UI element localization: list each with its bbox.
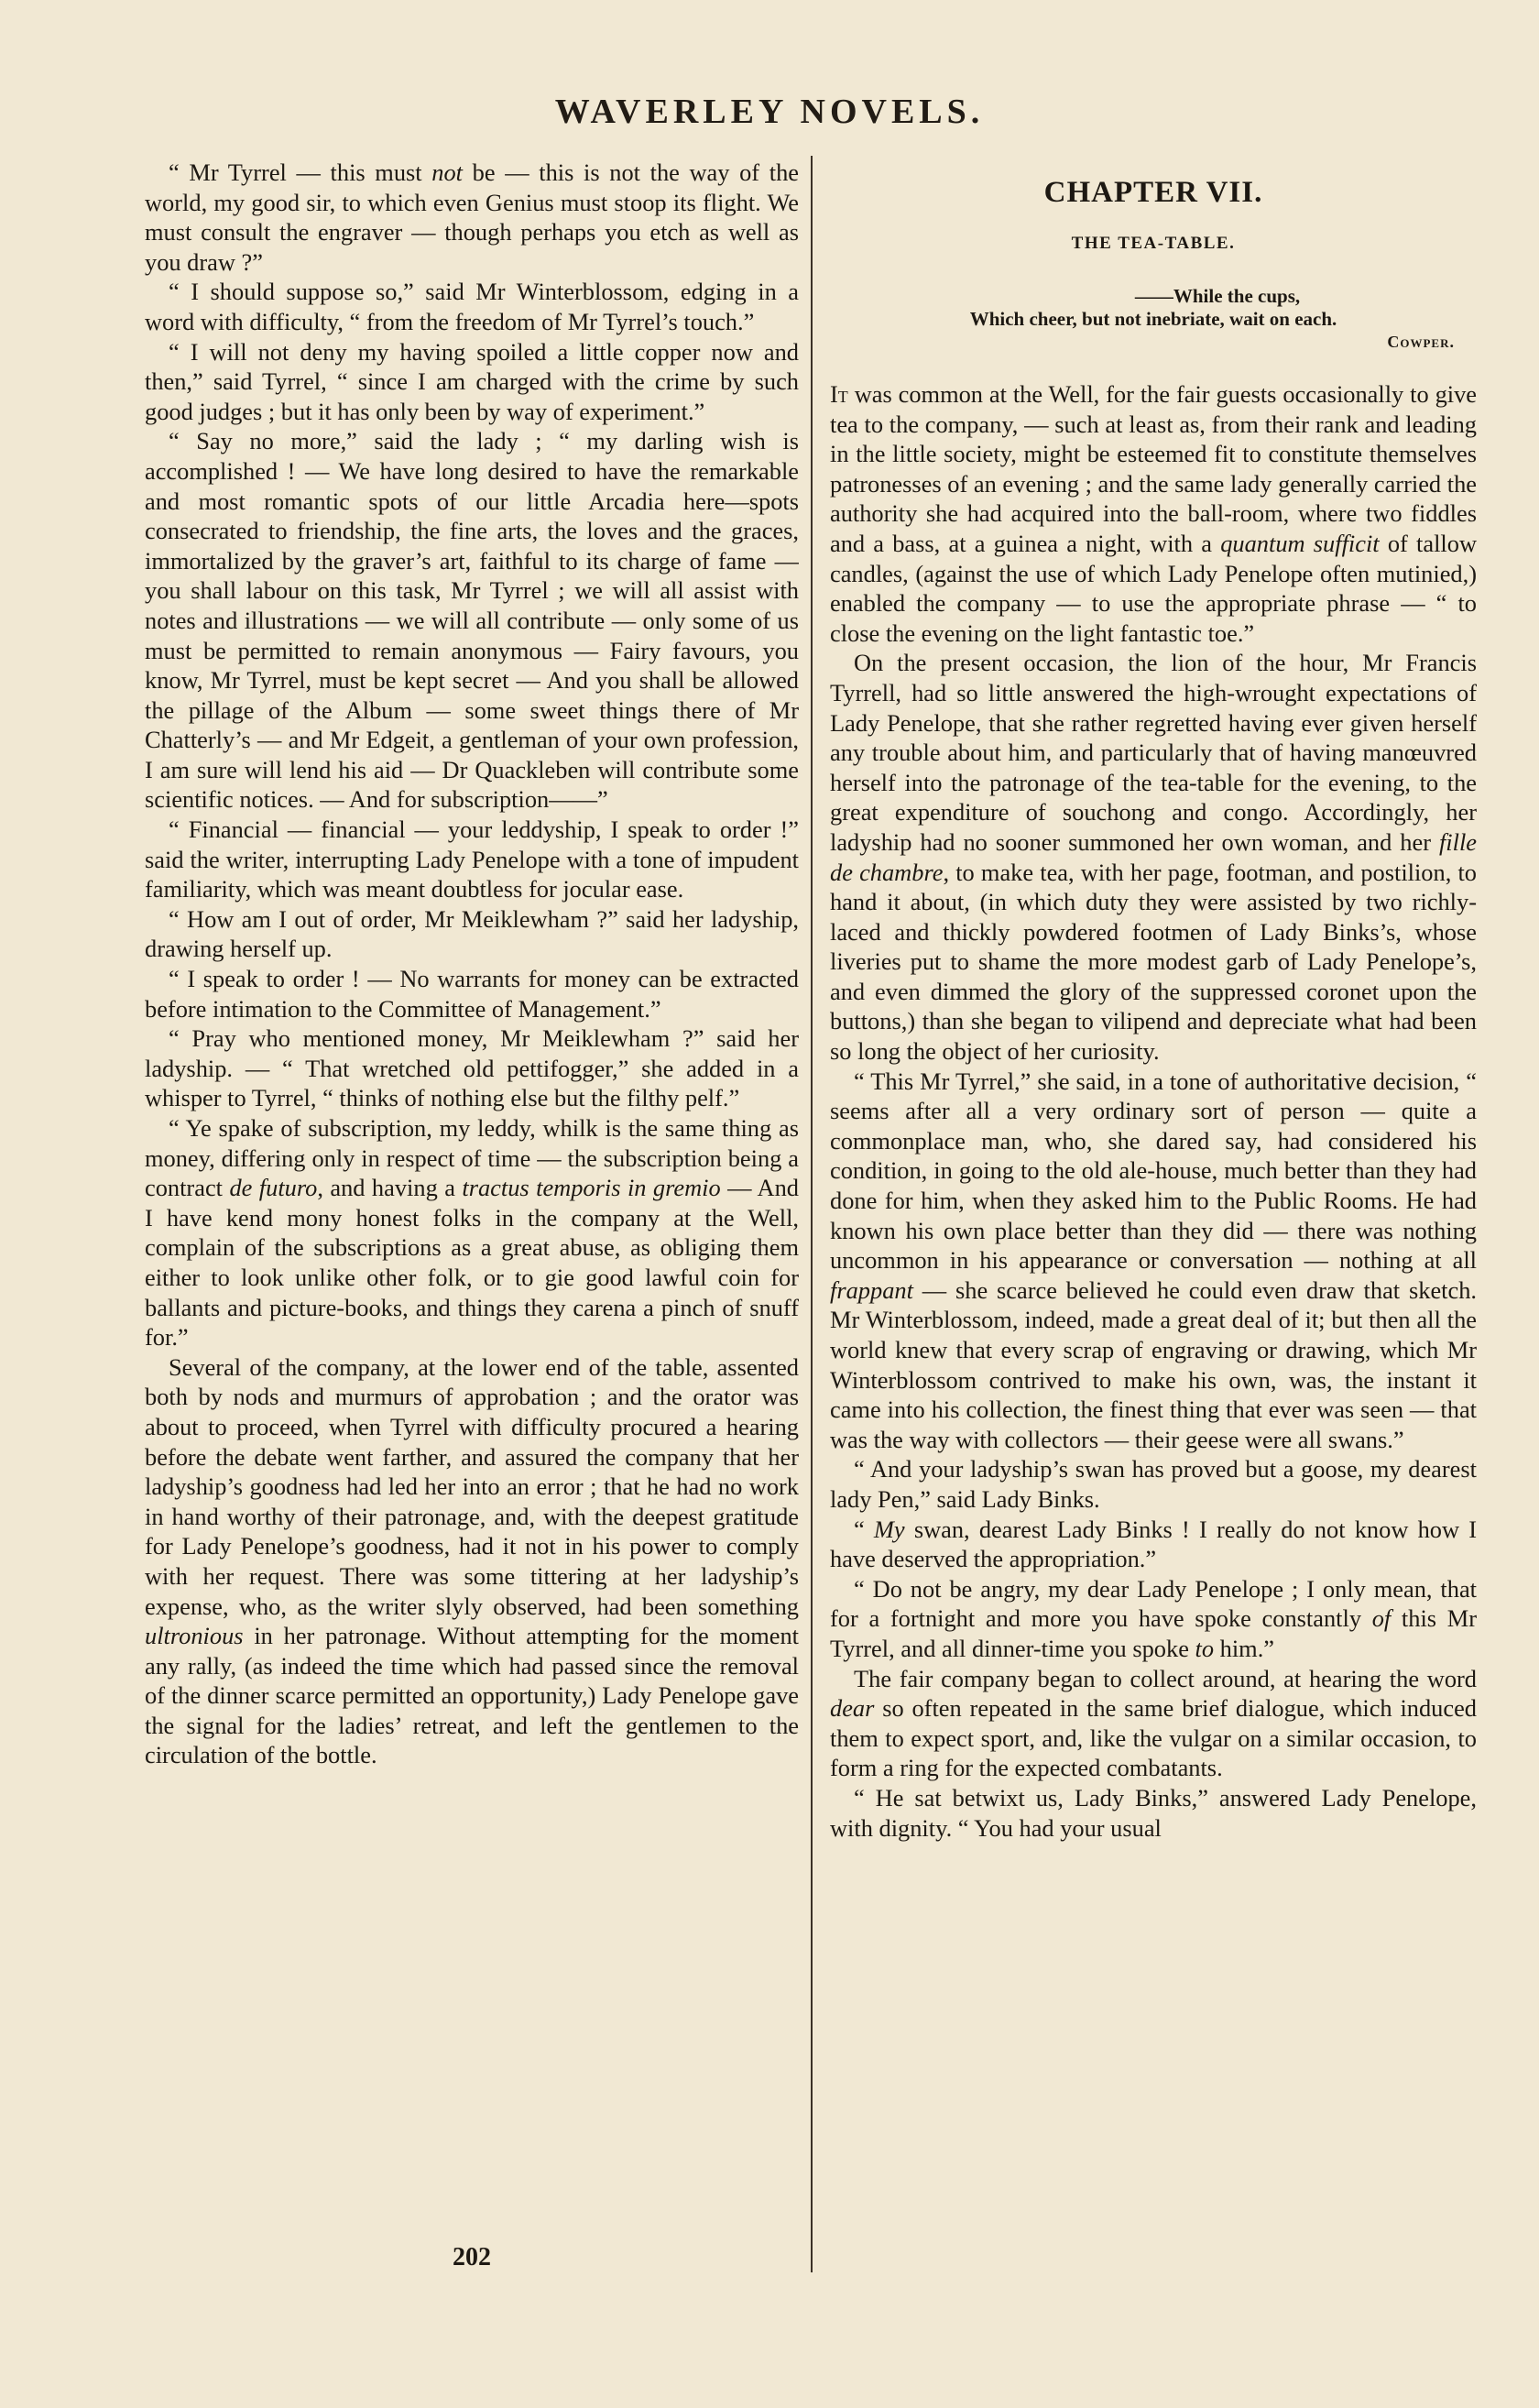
epigraph-line: ——While the cups,	[1134, 285, 1301, 307]
text-run-italic: tractus temporis in gremio	[462, 1174, 721, 1202]
text-run: “ And your ladyship’s swan has proved but a goose, my dearest lady Pen,” said Lady Binks.	[830, 1455, 1477, 1513]
text-run: “ I will not deny my having spoiled a little copper now and then,” said Tyrrel, “ since I am charged with the crime by such good judges ; but it has only been by way of experiment.”	[145, 337, 799, 425]
text-run: “ Say no more,” said the lady ; “ my darling wish is accomplished ! — We have long desired to have the remarkable and most romantic spots of our little Arcadia here—spots consecrated to friendship, the fine arts, the loves and the graces, immortalized by the graver’s art, faithful to its charge of fame — you shall labour on this task, Mr Tyrrel ; we will all assist with notes and illustrations — we will all contribute — only some of us must be permitted to remain anonymous — Fairy favours, you know, Mr Tyrrel, must be kept secret — And you shall be allowed the pillage of the Album — some sweet things there of Mr Chatterly’s — and Mr Edgeit, a gentleman of your own profession, I am sure will lend his aid — Dr Quackleben will contribute some scientific notices. — And for subscription——”	[145, 427, 799, 814]
text-run: “ He sat betwixt us, Lady Binks,” answered Lady Penelope, with dignity. “ You had your usual	[830, 1783, 1477, 1842]
paragraph	[830, 379, 1477, 648]
text-run: “ I speak to order ! — No warrants for money can be extracted before intimation to the Committee of Management.”	[145, 965, 799, 1023]
text-run: so often repeated in the same brief dialogue, which induced them to expect sport, and, like the vulgar on a similar occasion, to form a ring for the expected combatants.	[830, 1694, 1477, 1782]
text-run: “ Ye spake of subscription, my leddy, whilk is the same thing as money, differing only in respect of time — the subscription being a contract	[145, 1114, 799, 1202]
text-run: of tallow candles, (against the use of which Lady Penelope often mutinied,) enabled the company — to use the appropriate phrase — “ to close the evening on the light fantastic toe.”	[830, 529, 1477, 647]
text-run-italic: not	[431, 159, 464, 186]
text-run: in her patronage. Without attempting for the moment any rally, (as indeed the time which had passed since the removal of the dinner scarce permitted an opportunity,) Lady Penelope gave the signal for the ladies’ retreat, and left the gentlemen to the circulation of the bottle.	[145, 1622, 799, 1769]
text-run-italic: dear	[830, 1694, 875, 1723]
paragraph	[145, 426, 799, 815]
right-column	[830, 158, 1477, 2326]
chapter-title: CHAPTER VII.	[1043, 176, 1263, 209]
paragraph	[830, 1664, 1477, 1783]
paragraph	[830, 1783, 1477, 1843]
text-run: “ I should suppose so,” said Mr Winterblossom, edging in a word with difficulty, “ from the freedom of Mr Tyrrel’s touch.”	[145, 278, 799, 335]
epigraph-attribution	[830, 331, 1477, 354]
epigraph-line: Which cheer, but not inebriate, wait on each.	[969, 308, 1337, 330]
text-run-italic: fille de chambre	[830, 827, 1477, 886]
epigraph-author: Cowper.	[1387, 333, 1455, 351]
page-number: 202	[453, 2243, 491, 2271]
text-run: swan, dearest Lady Binks ! I really do not know how I have deserved the appropriation.”	[830, 1515, 1477, 1573]
text-run-italic: frappant	[830, 1275, 913, 1304]
text-run: “	[854, 1515, 874, 1543]
paragraph	[145, 277, 799, 336]
text-run: Several of the company, at the lower end of the table, assented both by nods and murmurs of approbation ; and the orator was about to proceed, when Tyrrel with difficulty procured a hearing before the debate went farther, and assured the company that her ladyship’s goodness had led her into an error ; that he had no work in hand worthy of their patronage, and, with the deepest gratitude for Lady Penelope’s goodness, had it not in his power to comply with her request. There was some tittering at her ladyship’s expense, who, as the writer slyly observed, had been something	[145, 1352, 799, 1620]
paragraph	[145, 964, 799, 1023]
left-column	[145, 158, 799, 2326]
text-run: , and having a	[317, 1174, 463, 1202]
text-run: , to make tea, with her page, footman, and postilion, to hand it about, (in which duty they were assisted by two richly-laced and thickly powdered footmen of Lady Binks’s, whose liveries put to shame the more modest garb of Lady Penelope’s, and even dimmed the glory of the suppressed coronet upon the buttons,) than she began to vilipend and depreciate what had been so long the object of her curiosity.	[830, 858, 1477, 1066]
text-run-italic: de futuro	[229, 1174, 318, 1202]
column-divider	[811, 156, 813, 2272]
text-run-italic: ultronious	[145, 1622, 244, 1650]
paragraph	[145, 1023, 799, 1113]
chapter-subtitle: THE TEA-TABLE.	[1071, 234, 1236, 253]
paragraph	[145, 815, 799, 904]
text-run: — she scarce believed he could even draw that sketch. Mr Winterblossom, indeed, made a great deal of it; but then all the world knew that every scrap of engraving or drawing, which Mr Winterblossom contrived to make his own, was, the instant it came into his collection, the finest thing that ever was seen — that was the way with collectors — their geese were all swans.”	[830, 1275, 1477, 1453]
text-run: “ Do not be angry, my dear Lady Penelope ; I only mean, that for a fortnight and more you have spoke constantly	[830, 1574, 1477, 1633]
text-run: this Mr Tyrrel, and all dinner-time you spoke	[830, 1604, 1477, 1662]
text-run: be — this is not the way of the world, my good sir, to which even Genius must stoop its flight. We must consult the engraver — though perhaps you etch as well as you draw ?”	[145, 159, 799, 276]
paragraph	[145, 337, 799, 427]
text-run: “ Mr Tyrrel — this must	[169, 159, 432, 186]
text-run-italic: to	[1195, 1634, 1215, 1662]
text-run: “ This Mr Tyrrel,” she said, in a tone of authoritative decision, “ seems after all a very ordinary sort of person — quite a commonplace man, who, she dared say, had considered his condition, in going to the old ale-house, much better than they had done for him, when they asked him to the Public Rooms. He had known his own place better than they did — there was nothing uncommon in his appearance or conversation — nothing at all	[830, 1067, 1477, 1275]
text-run: was common at the Well, for the fair guests occasionally to give tea to the company, — such at least as, from their rank and leading in the little society, might be esteemed fit to constitute themselves patronesses of an evening ; and the same lady generally carried the authority she had acquired into the ball-room, where two fiddles and a bass, at a guinea a night, with a	[830, 380, 1477, 557]
text-run: The fair company began to collect around, at hearing the word	[854, 1664, 1477, 1692]
paragraph	[830, 648, 1477, 1066]
text-run: “ How am I out of order, Mr Meiklewham ?” said her ladyship, drawing herself up.	[145, 904, 799, 963]
text-run: On the present occasion, the lion of the hour, Mr Francis Tyrrell, had so little answered the high-wrought expectations of Lady Penelope, that she rather regretted having ever given herself any trouble about him, and particularly that of having manœuvred herself into the patronage of the tea-table for the evening, to the great expenditure of souchong and congo. Accordingly, her ladyship had no sooner summoned her own woman, and her	[830, 649, 1477, 856]
text-run: him.”	[1214, 1634, 1275, 1662]
paragraph	[830, 1574, 1477, 1664]
paragraph	[830, 1067, 1477, 1455]
paragraph	[145, 1352, 799, 1770]
text-run: “ Pray who mentioned money, Mr Meiklewham ?” said her ladyship. — “ That wretched old pettifogger,” she added in a whisper to Tyrrel, “ thinks of nothing else but the filthy pelf.”	[145, 1024, 799, 1112]
text-run: — And I have kend mony honest folks in the company at the Well, complain of the subscriptions as a great abuse, as obliging them either to look unlike other folk, or to gie good lawful coin for ballants and picture-books, and things they carena a pinch of snuff for.”	[145, 1174, 799, 1352]
text-run-italic: quantum sufficit	[1220, 529, 1380, 557]
text-run-smallcaps: It	[830, 380, 848, 408]
paragraph	[830, 1454, 1477, 1514]
epigraph	[830, 285, 1477, 354]
paragraph	[145, 1113, 799, 1352]
text-run: “ Financial — financial — your leddyship, I speak to order !” said the writer, interrupting Lady Penelope with a tone of impudent familiarity, which was meant doubtless for jocular ease.	[145, 815, 799, 903]
running-head: WAVERLEY NOVELS.	[554, 93, 985, 131]
paragraph	[830, 1515, 1477, 1574]
text-run-italic: My	[873, 1515, 905, 1543]
paragraph	[145, 158, 799, 277]
paragraph	[145, 904, 799, 964]
text-run-italic: of	[1371, 1604, 1392, 1633]
